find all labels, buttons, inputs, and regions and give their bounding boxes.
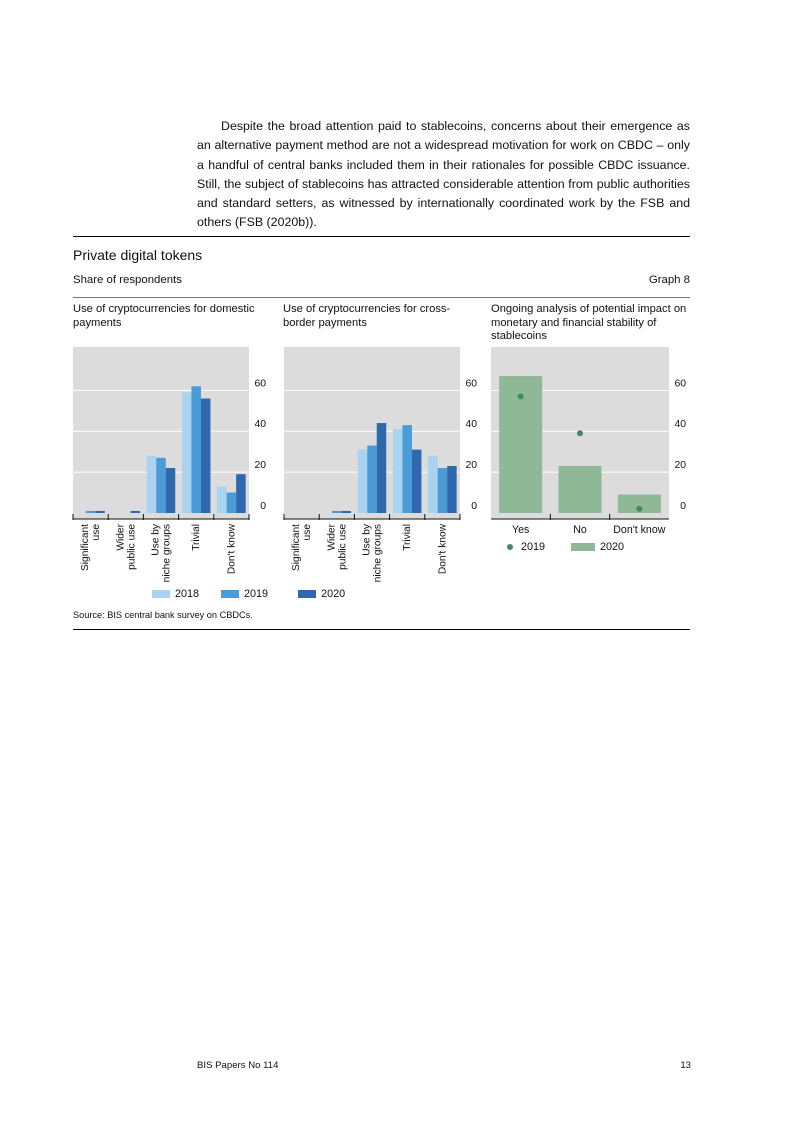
x-category-label: use bbox=[91, 524, 103, 541]
x-category-label: public use bbox=[337, 524, 349, 570]
y-tick-label: 40 bbox=[465, 419, 477, 431]
x-category-label: public use bbox=[126, 524, 138, 570]
legend-right-label-2020: 2020 bbox=[600, 541, 625, 553]
graph-subtitle: Share of respondents bbox=[73, 274, 182, 286]
bar-2019-trivial bbox=[191, 386, 201, 513]
x-category-label: Yes bbox=[512, 524, 530, 536]
x-category-label: Significant bbox=[80, 524, 92, 572]
legend-swatch-green-2020 bbox=[571, 543, 595, 551]
x-category-label: Wider bbox=[326, 524, 338, 551]
y-tick-label: 0 bbox=[680, 501, 686, 512]
bar-2018-use-by-niche-groups bbox=[358, 450, 368, 513]
bar-2019-don-t-know bbox=[438, 468, 448, 513]
bar-2020-don-t-know bbox=[447, 466, 457, 513]
bar-2019-use-by-niche-groups bbox=[156, 458, 166, 513]
y-tick-label: 60 bbox=[674, 378, 686, 390]
y-tick-label: 60 bbox=[254, 378, 266, 390]
bar-2019-significant-use bbox=[86, 511, 96, 513]
y-tick-label: 0 bbox=[471, 501, 477, 512]
bar-2019-wider-public-use bbox=[332, 511, 342, 513]
x-category-label: use bbox=[302, 524, 314, 541]
bottom-rule bbox=[73, 629, 690, 630]
y-tick-label: 60 bbox=[465, 378, 477, 390]
bar-2020-significant-use bbox=[95, 511, 105, 513]
graph-title: Private digital tokens bbox=[73, 247, 203, 263]
bar-2018-don-t-know bbox=[217, 486, 227, 513]
bar-2018-use-by-niche-groups bbox=[147, 456, 157, 513]
legend-label-2019: 2019 bbox=[244, 588, 269, 600]
dot-2019-yes bbox=[518, 393, 524, 399]
panel3-title: Ongoing analysis of potential impact on monetary and financial stability of stablecoins bbox=[491, 303, 687, 343]
bar-2018-don-t-know bbox=[428, 456, 438, 513]
bar-2020-use-by-niche-groups bbox=[166, 468, 176, 513]
legend-right bbox=[507, 541, 624, 553]
y-tick-label: 0 bbox=[260, 501, 266, 512]
y-tick-label: 40 bbox=[674, 419, 686, 431]
bar-2020-trivial bbox=[412, 450, 422, 513]
legend-left bbox=[152, 588, 345, 600]
x-category-label: Don't know bbox=[613, 524, 666, 536]
source-note: Source: BIS central bank survey on CBDCs. bbox=[73, 610, 253, 620]
x-category-label: Don't know bbox=[437, 524, 449, 575]
legend-swatch-2018 bbox=[152, 590, 170, 598]
bar-2020-use-by-niche-groups bbox=[377, 423, 387, 513]
x-category-label: niche groups bbox=[372, 524, 384, 583]
graph-number: Graph 8 bbox=[648, 274, 690, 286]
panel1-title: Use of cryptocurrencies for domestic payments bbox=[73, 303, 255, 329]
bar-2019-use-by-niche-groups bbox=[367, 446, 377, 513]
legend-dot-2019 bbox=[507, 544, 513, 550]
dot-2019-no bbox=[577, 430, 583, 436]
bar-2018-trivial bbox=[182, 392, 192, 513]
panel2-title: Use of cryptocurrencies for cross-border payments bbox=[283, 303, 451, 329]
legend-swatch-2019 bbox=[221, 590, 239, 598]
x-category-label: Wider bbox=[115, 524, 127, 551]
x-category-label: Trivial bbox=[191, 524, 203, 551]
dot-2019-don-t-know bbox=[636, 506, 642, 512]
x-category-label: Significant bbox=[291, 524, 303, 572]
y-tick-label: 20 bbox=[674, 460, 686, 472]
x-category-label: Use by bbox=[361, 524, 373, 556]
y-tick-label: 40 bbox=[254, 419, 266, 431]
bar-2020-wider-public-use bbox=[131, 511, 141, 513]
y-tick-label: 20 bbox=[254, 460, 266, 472]
body-paragraph: Despite the broad attention paid to stablecoins, concerns about their emergence as an alternative payment method are not a widespread motivation for work on CBDC – only a handful of central banks included them in their rationales for possible CBDC issuance. Still, the subject of stablecoins has attracted considerable attention from public authorities and standard setters, as witnessed by internationally coordinated work by the FSB and others (FSB (2020b)). bbox=[197, 119, 690, 230]
bar-2019-trivial bbox=[402, 425, 412, 513]
x-category-label: No bbox=[573, 524, 587, 536]
x-category-label: Don't know bbox=[226, 524, 238, 575]
bar-2020-trivial bbox=[201, 399, 211, 513]
y-tick-label: 20 bbox=[465, 460, 477, 472]
bar-2020-don-t-know bbox=[236, 474, 246, 513]
x-category-label: Use by bbox=[150, 524, 162, 556]
footer-publication: BIS Papers No 114 bbox=[197, 1060, 279, 1071]
legend-swatch-2020 bbox=[298, 590, 316, 598]
legend-label-2020: 2020 bbox=[321, 588, 346, 600]
legend-label-2018: 2018 bbox=[175, 588, 200, 600]
x-category-label: niche groups bbox=[161, 524, 173, 583]
x-category-label: Trivial bbox=[402, 524, 414, 551]
footer-page-number: 13 bbox=[680, 1060, 691, 1071]
bar-2018-trivial bbox=[393, 429, 403, 513]
bar-2020-no bbox=[559, 466, 602, 513]
bar-2019-don-t-know bbox=[227, 493, 237, 513]
legend-right-label-2019: 2019 bbox=[521, 541, 546, 553]
bar-2020-wider-public-use bbox=[342, 511, 352, 513]
